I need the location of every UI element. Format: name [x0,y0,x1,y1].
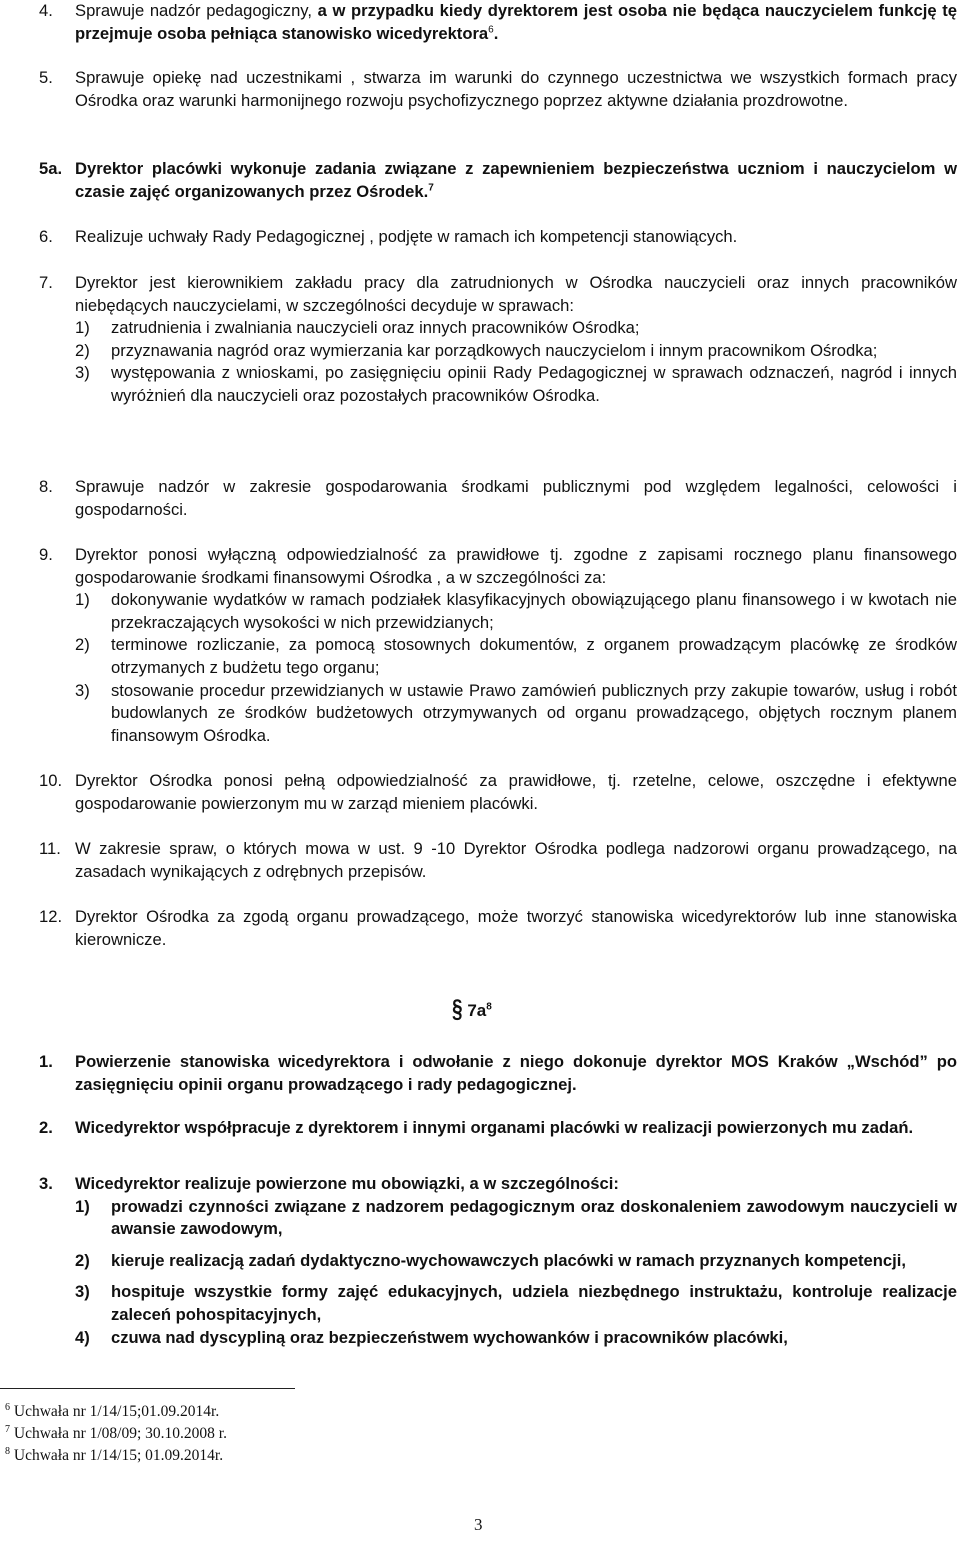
sub-number: 2) [75,1250,90,1270]
item-text-bold: nauczycielem funkcję tę przejmuje osoba pełniąca stanowisko wicedyrektora [75,1,957,43]
sub-item [75,589,957,634]
item-text-part: Dyrektor placówki wykonuje zadania związane z zapewnieniem bezpieczeństwa uczniom i nauczycielom w czasie zajęć organizowanych przez Ośrodek. [75,159,957,201]
sub-text: kieruje realizacją zadań dydaktyczno-wychowawczych placówki w ramach przyznanych kompetencji, [111,1250,906,1270]
sub-text: terminowe rozliczanie, za pomocą stosownych dokumentów, z organem prowadzącym placówkę ze środków otrzymanych z budżetu tego organu; [111,635,957,677]
item-7 [39,272,957,408]
item-number: 11. [39,839,61,858]
item-12 [39,906,957,951]
item-text: W zakresie spraw, o których mowa w ust. 9 -10 Dyrektor Ośrodka podlega nadzorowi organu prowadzącego, na zasadach wynikających z odrębnych przepisów. [75,839,957,881]
sub-number: 3) [75,680,90,700]
item-text-part: Sprawuje nadzór pedagogiczny, [75,1,318,20]
sub-text: prowadzi czynności związane z nadzorem pedagogicznym oraz doskonaleniem zawodowym nauczycieli w awansie zawodowym, [111,1196,957,1239]
footnote-ref[interactable]: 6 [488,24,494,36]
sub-number: 1) [75,1196,90,1216]
item-8 [39,476,957,521]
sub-text: czuwa nad dyscypliną oraz bezpieczeństwem wychowanków i pracowników placówki, [111,1327,788,1347]
item-text: Dyrektor Ośrodka za zgodą organu prowadzącego, może tworzyć stanowiska wicedyrektorów lub inne stanowiska kierownicze. [75,907,957,949]
sub-text: hospituje wszystkie formy zajęć edukacyjnych, udziela niezbędnego instruktażu, kontroluje realizacje zaleceń pohospitacyjnych, [111,1282,957,1324]
footnote-mark: 8 [5,1445,10,1457]
sub-item [75,680,957,748]
sub-item [75,1196,957,1241]
item-text-bold: a w przypadku kiedy dyrektorem jest osoba nie będąca [317,1,760,20]
item-number: 9. [39,545,53,564]
item-10 [39,770,957,815]
item-number: 7. [39,273,53,292]
item-number: 5. [39,68,53,87]
item-number: 10. [39,771,63,790]
sub-number: 1) [75,590,90,610]
sub-item [75,634,957,679]
footnote-ref[interactable]: 8 [486,1001,492,1013]
footnote-mark: 7 [5,1423,10,1435]
item-text: Sprawuje opiekę nad uczestnikami , stwarza im warunki do czynnego uczestnictwa we wszystkich formach pracy Ośrodka oraz warunki harmonijnego rozwoju psychofizycznego poprzez aktywne działania prozdrowotne. [75,68,957,110]
footnote-6 [5,1402,219,1422]
sub-text: przyznawania nagród oraz wymierzania kar porządkowych nauczycielom i innym pracownikom Ośrodka; [111,340,878,360]
item-number: 3. [39,1174,53,1193]
section-item-3 [39,1173,957,1349]
sub-number: 4) [75,1327,90,1347]
footnote-text: Uchwała nr 1/14/15; 01.09.2014r. [13,1447,224,1464]
item-text: Powierzenie stanowiska wicedyrektora i odwołanie z niego dokonuje dyrektor MOS Kraków „Wschód” po zasięgnięciu opinii organu prowadzącego i rady pedagogicznej. [75,1052,957,1094]
sub-number: 1) [75,318,90,338]
sub-text: stosowanie procedur przewidzianych w ustawie Prawo zamówień publicznych przy zakupie towarów, usług i robót budowlanych ze środków budżetowych otrzymywanych od organu prowadzącego, objętych rocznym planem finansowym Ośrodka. [111,680,957,745]
section-item-2 [39,1117,957,1140]
footnote-text: Uchwała nr 1/08/09; 30.10.2008 r. [13,1425,227,1442]
sub-item [75,317,957,340]
item-text: Realizuje uchwały Rady Pedagogicznej , podjęte w ramach ich kompetencji stanowiących. [75,227,738,246]
footnote-8 [5,1446,223,1466]
section-label: 7a [467,1001,487,1020]
item-text [75,544,957,747]
footnote-separator [0,1388,295,1389]
sub-item [75,340,957,363]
sub-item [75,1327,957,1350]
item-intro: Dyrektor jest kierownikiem zakładu pracy dla zatrudnionych w Ośrodka nauczycieli oraz innych pracowników niebędących nauczycielami, w szczególności decyduje w sprawach: [75,273,957,315]
item-number: 12. [39,907,63,926]
item-text: Wicedyrektor współpracuje z dyrektorem i innymi organami placówki w realizacji powierzonych mu zadań. [75,1118,914,1137]
sub-list [75,317,957,407]
section-item-1 [39,1051,957,1096]
section-heading [452,996,492,1025]
sub-list [75,589,957,747]
footnote-text: Uchwała nr 1/14/15;01.09.2014r. [13,1403,220,1420]
sub-text: występowania z wnioskami, po zasięgnięciu opinii Rady Pedagogicznej w sprawach odznaczeń, nagród i innych wyróżnień dla nauczycieli oraz pozostałych pracowników Ośrodka. [111,363,957,405]
footnote-ref[interactable]: 7 [428,182,434,194]
item-6 [39,226,957,249]
footnote-mark: 6 [5,1401,10,1413]
item-number: 5a. [39,159,63,178]
item-5a [39,158,957,203]
sub-number: 2) [75,340,90,360]
sub-number: 3) [75,1282,90,1302]
item-number: 6. [39,227,53,246]
sub-item [75,362,957,407]
item-number: 8. [39,477,53,496]
sub-text: dokonywanie wydatków w ramach podziałek klasyfikacyjnych obowiązującego planu finansowego i w kwotach nie przekraczających wysokości w nich przewidzianych; [111,590,957,632]
item-9 [39,544,957,747]
item-intro: Dyrektor ponosi wyłączną odpowiedzialność za prawidłowe tj. zgodne z zapisami rocznego planu finansowego gospodarowanie środkami finansowymi Ośrodka , a w szczególności za: [75,545,957,587]
sub-item [75,1250,957,1273]
page-number: 3 [474,1515,483,1534]
sub-item [75,1281,957,1326]
footnote-7 [5,1424,227,1444]
item-text [75,1173,957,1349]
item-text [75,272,957,408]
sub-number: 3) [75,363,90,383]
paragraph-mark: § [452,996,463,1025]
item-intro: Wicedyrektor realizuje powierzone mu obowiązki, a w szczególności: [75,1174,619,1193]
item-text [75,158,957,203]
item-text: Sprawuje nadzór w zakresie gospodarowania środkami publicznymi pod względem legalności, celowości i gospodarności. [75,477,957,519]
sub-list [75,1196,957,1350]
item-5 [39,67,957,112]
item-11 [39,838,957,883]
item-4 [39,0,957,45]
sub-number: 2) [75,635,90,655]
item-text-end: . [493,23,499,43]
sub-text: zatrudnienia i zwalniania nauczycieli oraz innych pracowników Ośrodka; [111,318,640,338]
item-number: 2. [39,1118,53,1137]
item-text [75,0,957,45]
item-number: 1. [39,1052,53,1071]
item-text: Dyrektor Ośrodka ponosi pełną odpowiedzialność za prawidłowe, tj. rzetelne, celowe, oszczędne i efektywne gospodarowanie powierzonym mu w zarząd mieniem placówki. [75,771,957,813]
item-number: 4. [39,1,53,20]
